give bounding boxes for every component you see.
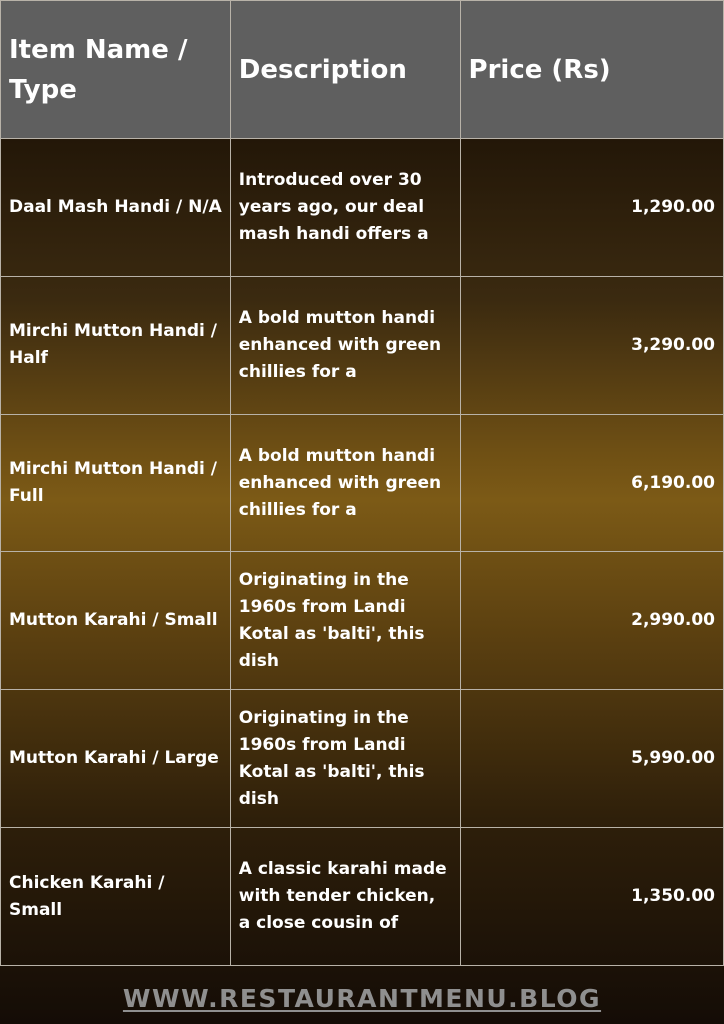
item-price: 6,190.00 <box>460 414 723 552</box>
item-name: Daal Mash Handi / N/A <box>1 139 231 277</box>
header-row <box>1 1 724 139</box>
item-name: Mutton Karahi / Small <box>1 552 231 690</box>
table-row <box>1 690 724 828</box>
header-price: Price (Rs) <box>460 1 723 139</box>
item-name: Mirchi Mutton Handi / Half <box>1 276 231 414</box>
table-row <box>1 828 724 966</box>
item-description: A classic karahi made with tender chicken, a close cousin of <box>230 828 460 966</box>
item-price: 2,990.00 <box>460 552 723 690</box>
item-description: A bold mutton handi enhanced with green chillies for a <box>230 414 460 552</box>
item-description: Introduced over 30 years ago, our deal mash handi offers a <box>230 139 460 277</box>
item-name: Mutton Karahi / Large <box>1 690 231 828</box>
table-header <box>1 1 724 139</box>
header-description: Description <box>230 1 460 139</box>
item-name: Mirchi Mutton Handi / Full <box>1 414 231 552</box>
header-item-name: Item Name / Type <box>1 1 231 139</box>
item-description: Originating in the 1960s from Landi Kotal as 'balti', this dish <box>230 552 460 690</box>
item-description: Originating in the 1960s from Landi Kotal as 'balti', this dish <box>230 690 460 828</box>
item-price: 1,350.00 <box>460 828 723 966</box>
table-row <box>1 414 724 552</box>
item-price: 3,290.00 <box>460 276 723 414</box>
table-row <box>1 139 724 277</box>
item-description: A bold mutton handi enhanced with green chillies for a <box>230 276 460 414</box>
item-price: 1,290.00 <box>460 139 723 277</box>
table-row <box>1 552 724 690</box>
table-body <box>1 139 724 966</box>
website-link[interactable]: WWW.RESTAURANTMENU.BLOG <box>122 984 602 1013</box>
table-row <box>1 276 724 414</box>
item-price: 5,990.00 <box>460 690 723 828</box>
item-name: Chicken Karahi / Small <box>1 828 231 966</box>
